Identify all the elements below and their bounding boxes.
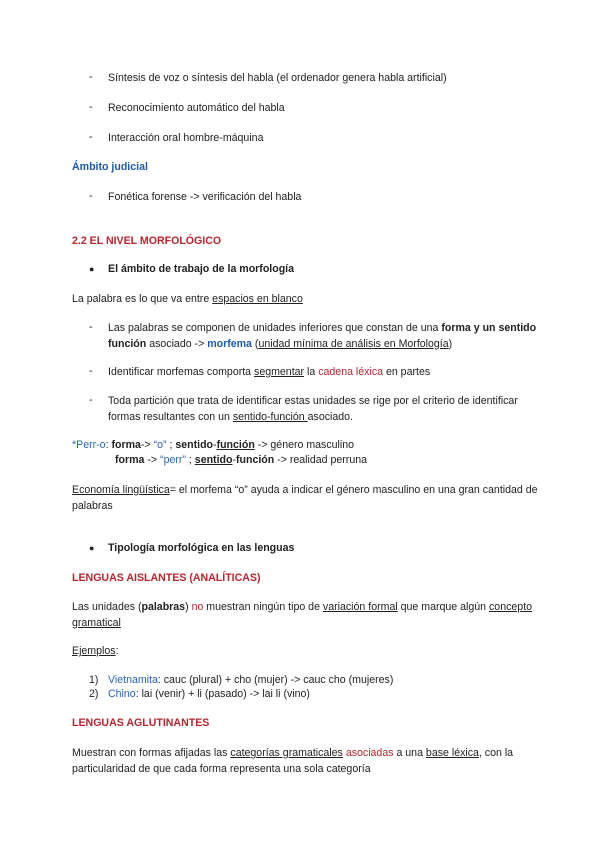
- intro-paragraph: La palabra es lo que va entre espacios en blanco: [72, 293, 303, 305]
- list-dash: -: [89, 131, 93, 143]
- example-line-perr: forma -> “perr” ; sentido-función -> realidad perruna: [115, 454, 368, 466]
- aislantes-heading: LENGUAS AISLANTES (ANALÍTICAS): [72, 572, 261, 584]
- ambito-judicial-heading: Ámbito judicial: [72, 161, 148, 173]
- list-dash: -: [89, 190, 93, 202]
- example-chino: Chino: lai (venir) + li (pasado) -> lai li (vino): [108, 688, 310, 700]
- list-item: Interacción oral hombre-máquina: [108, 132, 264, 144]
- bullet-icon: ●: [89, 543, 95, 553]
- list-item: Reconocimiento automático del habla: [108, 102, 285, 114]
- bullet-heading: Tipología morfológica en las lenguas: [108, 542, 295, 554]
- list-item-morfema: Las palabras se componen de unidades inferiores que constan de una forma y un sentido función asociado -> morfema (unidad mínima de análisis en Morfología): [108, 322, 537, 350]
- list-dash: -: [89, 394, 93, 406]
- list-dash: -: [89, 321, 93, 333]
- example-line-o: *Perr-o: forma-> “o” ; sentido-función -> género masculino: [72, 439, 355, 451]
- example-number: 2): [89, 688, 99, 700]
- list-dash: -: [89, 71, 93, 83]
- list-item-particion: Toda partición que trata de identificar estas unidades se rige por el criterio de identificar formas resultantes con un sentido-función asociado.: [108, 395, 518, 423]
- economia-paragraph: Economía lingüística= el morfema “o” ayuda a indicar el género masculino en una gran cantidad de palabras: [72, 484, 538, 512]
- list-item: Fonética forense -> verificación del habla: [108, 191, 302, 203]
- bullet-heading: El ámbito de trabajo de la morfología: [108, 263, 295, 275]
- aislantes-paragraph: Las unidades (palabras) no muestran ningún tipo de variación formal que marque algún concepto gramatical: [72, 601, 532, 629]
- list-item: Síntesis de voz o síntesis del habla (el ordenador genera habla artificial): [108, 72, 447, 84]
- aglutinantes-heading: LENGUAS AGLUTINANTES: [72, 717, 210, 729]
- bullet-icon: ●: [89, 264, 95, 274]
- section-heading-morfologico: 2.2 EL NIVEL MORFOLÓGICO: [72, 235, 222, 247]
- list-dash: -: [89, 365, 93, 377]
- example-vietnamita: Vietnamita: cauc (plural) + cho (mujer) -> cauc cho (mujeres): [108, 674, 394, 686]
- ejemplos-label: Ejemplos:: [72, 645, 119, 657]
- list-item-segmentar: Identificar morfemas comporta segmentar la cadena léxica en partes: [108, 366, 431, 378]
- aglutinantes-paragraph: Muestran con formas afijadas las categorías gramaticales asociadas a una base léxica, con la particularidad de que cada forma representa una sola categoría: [72, 747, 514, 775]
- list-dash: -: [89, 101, 93, 113]
- example-number: 1): [89, 674, 99, 686]
